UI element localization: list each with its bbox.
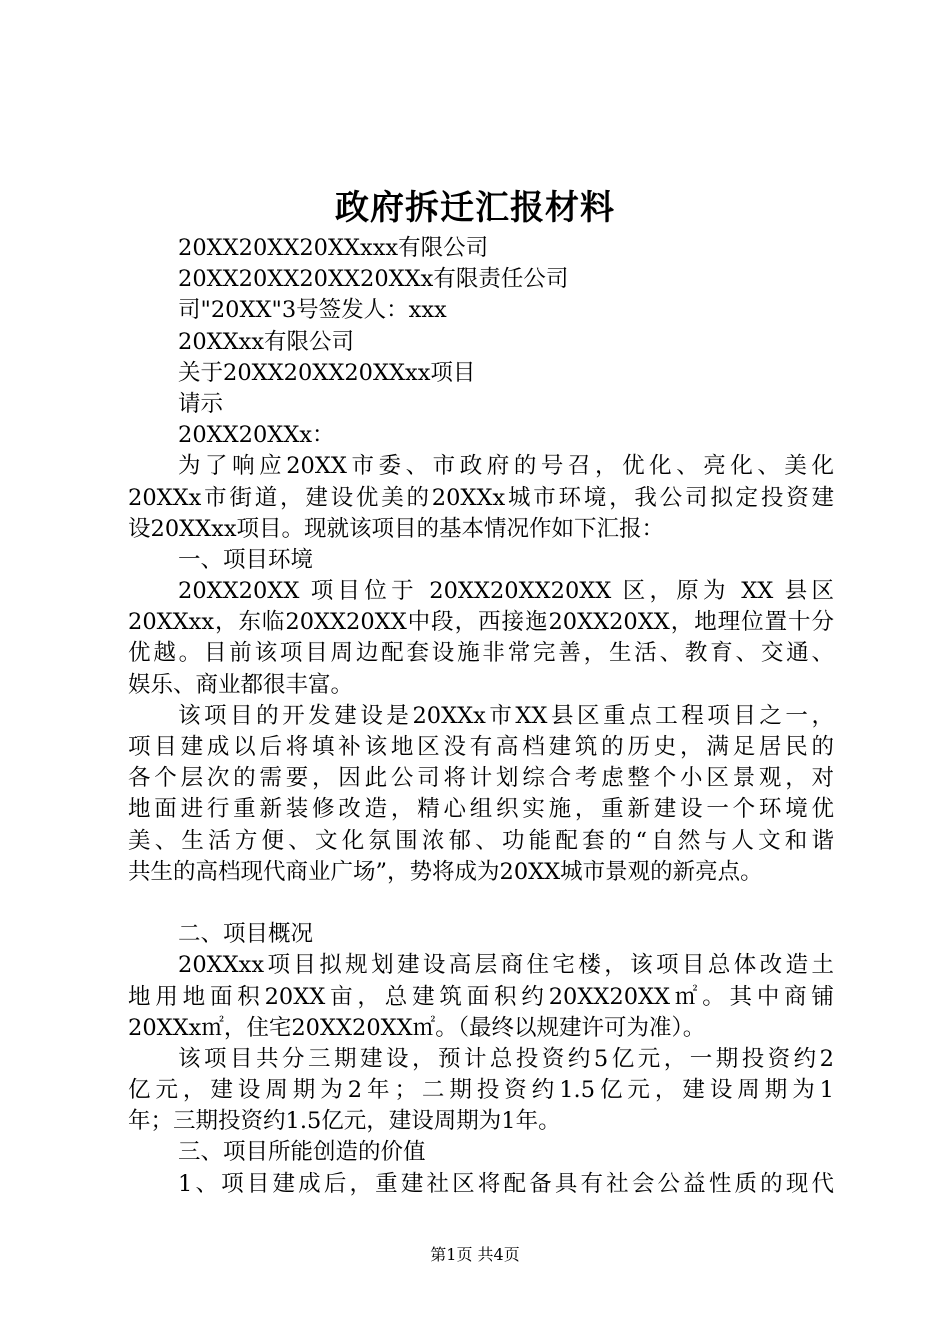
- development-line-2: 项目建成以后将填补该地区没有高档建筑的历史，满足居民的: [128, 734, 834, 760]
- paragraph-spacer: [128, 888, 834, 919]
- header-line-subject: 关于20XX20XX20XXxx项目: [178, 359, 476, 386]
- header-line-company: 20XX20XX20XXxxx有限公司: [178, 235, 489, 261]
- header-line-issuer: 司"20XX"3号签发人：xxx: [178, 297, 447, 324]
- overview-line-3: 20XXx㎡，住宅20XX20XX㎡。（最终以规建许可为准）。: [128, 1014, 706, 1041]
- environment-line-2: 20XXxx，东临20XX20XX中段，西接迤20XX20XX，地理位置十分: [128, 609, 834, 636]
- development-line-3: 各个层次的需要，因此公司将计划综合考虑整个小区景观，对: [128, 765, 834, 792]
- intro-line-3: 设20XXxx项目。现就该项目的基本情况作如下汇报：: [128, 515, 665, 542]
- header-line-company-llc: 20XX20XX20XX20XXx有限责任公司: [178, 266, 569, 293]
- header-line-recipient-company: 20XXxx有限公司: [178, 328, 355, 355]
- overview-line-2: 地用地面积20XX亩，总建筑面积约20XX20XX㎡。其中商铺: [128, 983, 834, 1010]
- section-heading-value: 三、项目所能创造的价值: [178, 1139, 426, 1166]
- intro-line-2: 20XXx市街道，建设优美的20XXx城市环境，我公司拟定投资建: [128, 484, 834, 511]
- section-heading-overview: 二、项目概况: [178, 921, 314, 948]
- header-line-request: 请示: [178, 390, 224, 417]
- overview-line-1: 20XXxx项目拟规划建设高层商住宅楼，该项目总体改造土: [178, 952, 834, 979]
- page-number-footer: 第1页 共4页: [430, 1245, 520, 1264]
- document-body: [128, 233, 834, 1200]
- environment-line-4: 娱乐、商业都很丰富。: [128, 671, 354, 698]
- development-line-6: 共生的高档现代商业广场”，势将成为20XX城市景观的新亮点。: [128, 858, 763, 885]
- salutation: 20XX20XXx：: [178, 422, 335, 449]
- investment-line-1: 该项目共分三期建设，预计总投资约5亿元，一期投资约2: [178, 1045, 834, 1072]
- environment-line-3: 优越。目前该项目周边配套设施非常完善，生活、教育、交通、: [128, 640, 834, 667]
- development-line-1: 该项目的开发建设是20XXx市XX县区重点工程项目之一，: [178, 702, 834, 729]
- document-title: 政府拆迁汇报材料: [335, 188, 615, 228]
- development-line-4: 地面进行重新装修改造，精心组织实施，重新建设一个环境优: [128, 796, 834, 823]
- investment-line-2: 亿元，建设周期为2年；二期投资约1.5亿元，建设周期为1: [128, 1077, 834, 1104]
- value-line-1: 1、项目建成后，重建社区将配备具有社会公益性质的现代: [178, 1170, 834, 1197]
- development-line-5: 美、生活方便、文化氛围浓郁、功能配套的“自然与人文和谐: [128, 827, 834, 854]
- intro-line-1: 为了响应20XX市委、市政府的号召，优化、亮化、美化: [178, 453, 834, 480]
- investment-line-3: 年；三期投资约1.5亿元，建设周期为1年。: [128, 1108, 561, 1135]
- environment-line-1: 20XX20XX 项目位于 20XX20XX20XX 区，原为 XX 县区: [178, 578, 834, 605]
- section-heading-environment: 一、项目环境: [178, 546, 314, 573]
